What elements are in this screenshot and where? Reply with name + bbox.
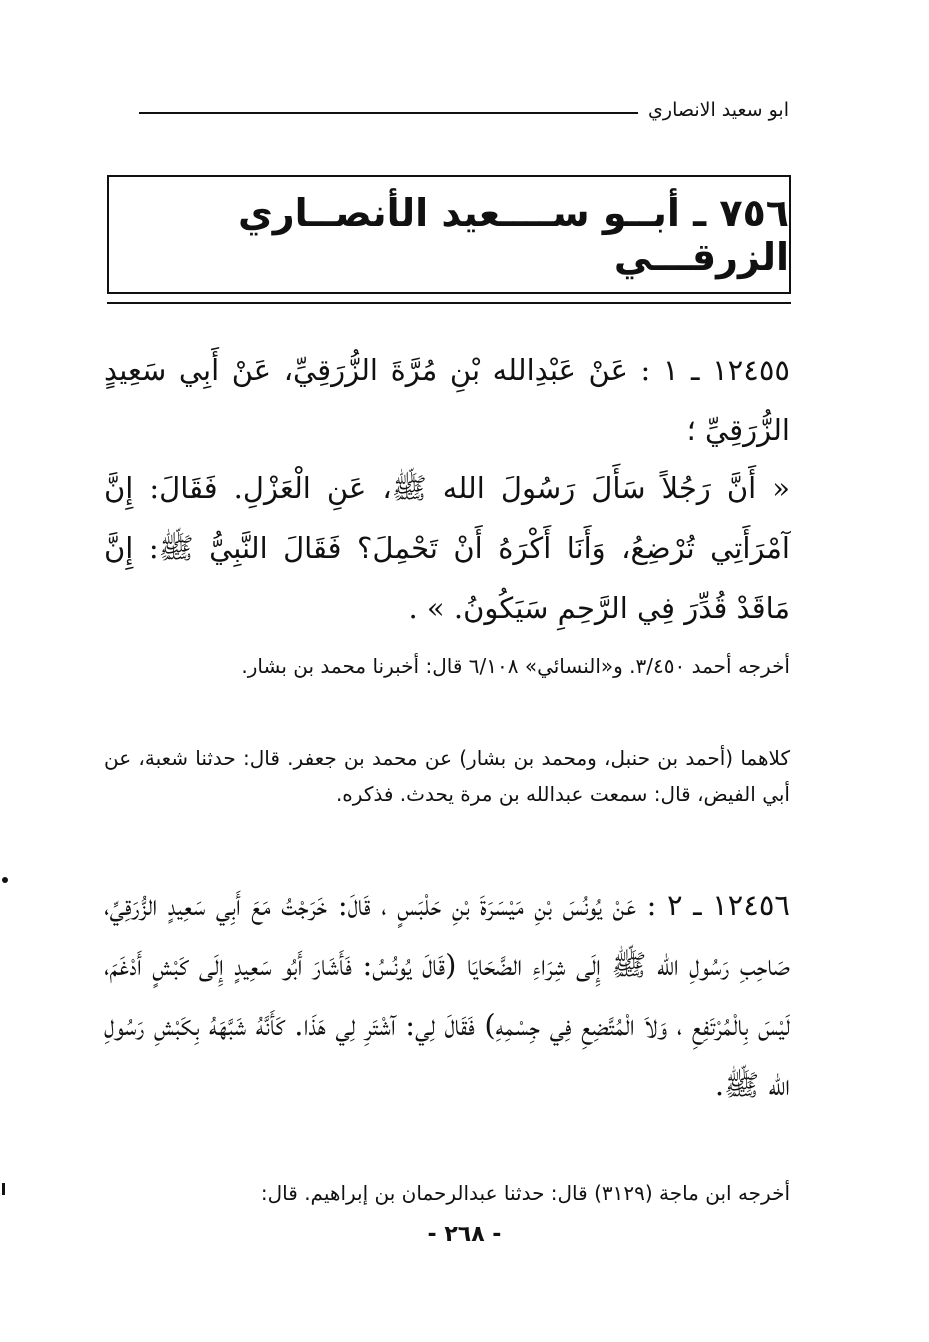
header-rule [139,112,638,114]
takhrij-paragraph: أخرجه أحمد ٣/٤٥٠. و«النسائي» ٦/١٠٨ قال: أخبرنا محمد بن بشار. [241,654,790,678]
running-header [139,96,789,124]
margin-tick-mark [2,1183,5,1195]
takhrij-paragraph: أخرجه ابن ماجة (٣١٢٩) قال: حدثنا عبدالرحمان بن إبراهيم. قال: [260,1181,790,1205]
chapter-title: ٧٥٦ ـ أبــو ســــعيد الأنصــاري الزرقـــي [237,190,789,279]
title-divider [107,302,791,304]
chapter-title-box [107,175,791,294]
running-title: ابو سعيد الانصاري [648,99,789,121]
hadith-matn: « أَنَّ رَجُلاً سَأَلَ رَسُولَ الله ﷺ، عَنِ الْعَزْلِ. فَقَالَ: إِنَّ آمْرَأَتِي تُرْضِعُ، وَأَنَا أَكْرَهُ أَنْ تَحْمِلَ؟ فَقَالَ النَّبِيُّ ﷺ: إِنَّ مَاقَدْ قُدِّرَ فِي الرَّحِمِ سَيَكُونُ. » . [104,471,790,625]
margin-dot-mark [2,877,8,883]
hadith-isnad: ١٢٤٥٥ ـ ١ : عَنْ عَبْدِالله بْنِ مُرَّةَ الزُّرَقِيِّ، عَنْ أَبِي سَعِيدٍ الزُّرَقِيِّ ؛ [104,353,790,447]
hadith-text: ١٢٤٥٦ ـ ٢ : عَنْ يُونُسَ بْنِ مَيْسَرَةَ بْنِ حَلْبَسٍ ، قَالَ: خَرَجْتُ مَعَ أَبِي سَعِيدٍ الزُّرَقِيِّ، صَاحِبِ رَسُولِ الله ﷺ إِلَى شِرَاءِ الضَّحَايَا (قَالَ يُونُسُ: فَأَشَارَ أَبُو سَعِيدٍ إِلَى كَبْشٍ أَدْغَمَ، لَيْسَ بِالْمُرْتَفِعِ ، وَلاَ الْمُتَّضِعِ فِي جِسْمِهِ) فَقَالَ لِي: آشْتَرِ لِي هَذَا. كَأَنَّهُ شَبَّهَهُ بِكَبْشِ رَسُولِ الله ﷺ. [104,888,790,1102]
page-number: - ٢٦٨ - [427,1222,502,1247]
takhrij-paragraph: كلاهما (أحمد بن حنبل، ومحمد بن بشار) عن محمد بن جعفر. قال: حدثنا شعبة، عن أبي الفيض، قال: سمعت عبدالله بن مرة يحدث. فذكره. [104,746,790,806]
